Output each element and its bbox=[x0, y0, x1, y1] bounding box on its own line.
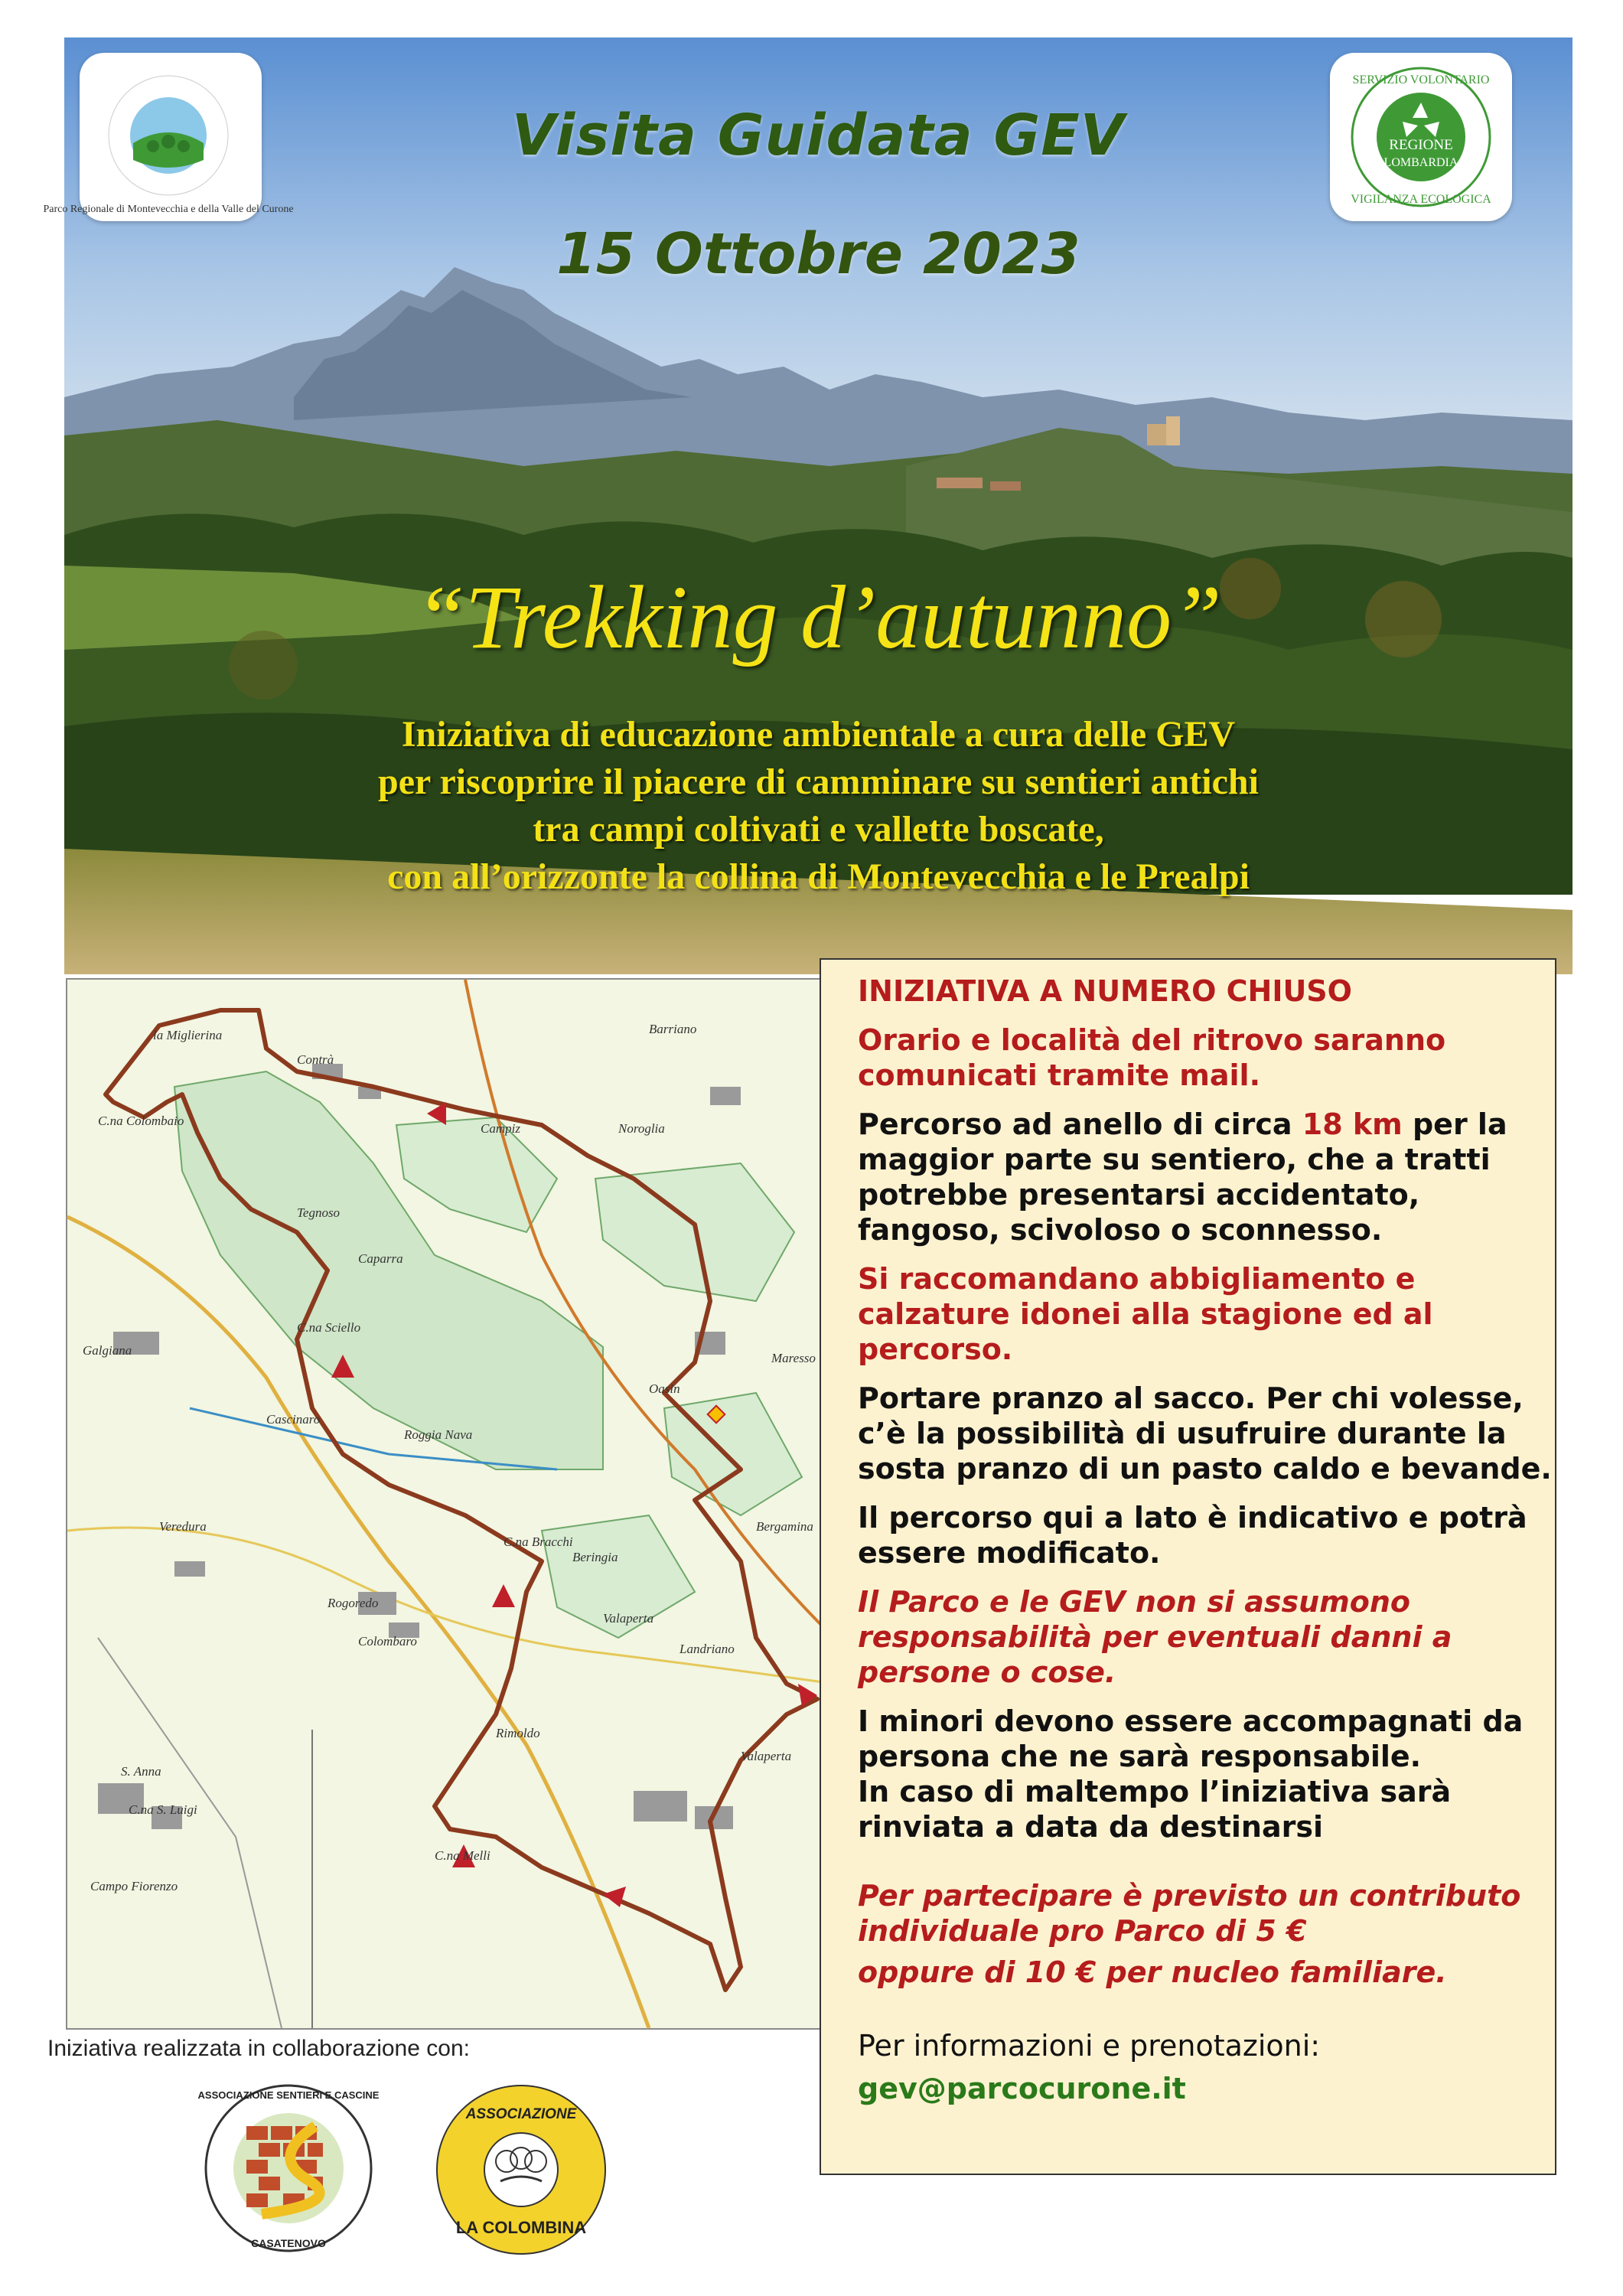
info-contact-label: Per informazioni e prenotazioni: bbox=[858, 2029, 1321, 2063]
info-panel bbox=[820, 958, 1556, 2175]
map-label: Veredura bbox=[159, 1519, 207, 1534]
event-date: 15 Ottobre 2023 bbox=[556, 221, 1080, 287]
assoc2-ring-bottom: LA COLOMBINA bbox=[455, 2218, 587, 2237]
map-label: Valaperta bbox=[741, 1749, 792, 1763]
map-label: Galgiana bbox=[83, 1343, 132, 1358]
collaboration-label: Iniziativa realizzata in collaborazione con: bbox=[47, 2036, 470, 2061]
info-route-km: 18 km bbox=[1302, 1107, 1403, 1141]
map-label: C.na S. Luigi bbox=[129, 1802, 197, 1817]
map-label: la Miglierina bbox=[153, 1028, 223, 1042]
map-label: Cascinaro bbox=[266, 1412, 321, 1427]
hero-banner bbox=[43, 38, 1572, 974]
map-label: Contrà bbox=[297, 1052, 334, 1067]
description-line: Iniziativa di educazione ambientale a cura delle GEV bbox=[401, 714, 1236, 755]
regione-center-top: REGIONE bbox=[1389, 137, 1453, 153]
info-lunch: Portare pranzo al sacco. Per chi volesse, c’è la possibilità di usufruire durante la sosta pranzo di un pasto caldo e bevande. bbox=[858, 1381, 1552, 1486]
map-label: Campo Fiorenzo bbox=[90, 1879, 178, 1893]
regione-ring-bottom: VIGILANZA ECOLOGICA bbox=[1351, 193, 1491, 206]
map-label: Tegnoso bbox=[297, 1205, 341, 1220]
map-label: C.na Colombaio bbox=[98, 1114, 184, 1128]
parco-logo-text: Parco Regionale di Montevecchia e della Valle del Curone bbox=[43, 204, 294, 215]
event-title: Visita Guidata GEV bbox=[511, 103, 1126, 168]
map-label: Campiz bbox=[481, 1121, 520, 1136]
info-fee-family: oppure di 10 € per nucleo familiare. bbox=[858, 1955, 1447, 1989]
info-indicative: Il percorso qui a lato è indicativo e potrà essere modificato. bbox=[858, 1501, 1527, 1570]
regione-center-bottom: LOMBARDIA bbox=[1383, 156, 1458, 169]
assoc1-ring-bottom: CASATENOVO bbox=[251, 2237, 326, 2249]
map-label: Noroglia bbox=[618, 1121, 665, 1136]
event-description bbox=[64, 711, 1572, 901]
info-clothing: Si raccomandano abbigliamento e calzature idonei alla stagione ed al percorso. bbox=[858, 1262, 1433, 1366]
map-label: S. Anna bbox=[121, 1764, 161, 1779]
map-label: Landriano bbox=[680, 1642, 735, 1656]
info-weather: In caso di maltempo l’iniziativa sarà rinviata a data da destinarsi bbox=[858, 1775, 1452, 1844]
map-label: Rogoredo bbox=[328, 1596, 379, 1610]
contact-email-link[interactable]: gev@parcocurone.it bbox=[858, 2072, 1186, 2105]
route-map-drawing bbox=[67, 980, 834, 2028]
regione-ring-top: SERVIZIO VOLONTARIO bbox=[1352, 73, 1490, 86]
info-route-post: per la maggior parte su sentiero, che a tratti potrebbe presentarsi accidentato, fangoso, scivoloso o sconnesso. bbox=[858, 1107, 1507, 1247]
map-label: C.na Sciello bbox=[297, 1320, 361, 1335]
info-route-pre: Percorso ad anello di circa bbox=[858, 1107, 1302, 1141]
map-label: Roggia Nava bbox=[404, 1427, 473, 1442]
map-label: Beringia bbox=[572, 1550, 618, 1564]
map-label: Oasin bbox=[649, 1381, 680, 1396]
la-colombina-logo bbox=[433, 2082, 609, 2258]
event-tagline: “Trekking d’autunno” bbox=[415, 567, 1222, 667]
route-map bbox=[66, 978, 836, 2030]
description-line: con all’orizzonte la collina di Montevecchia e le Prealpi bbox=[387, 856, 1250, 897]
map-label: Bergamina bbox=[756, 1519, 813, 1534]
info-meeting: Orario e località del ritrovo saranno comunicati tramite mail. bbox=[858, 1023, 1446, 1092]
info-liability: Il Parco e le GEV non si assumono responsabilità per eventuali danni a persone o cose. bbox=[858, 1585, 1452, 1689]
map-label: Caparra bbox=[358, 1251, 403, 1266]
map-label: Rimoldo bbox=[496, 1726, 540, 1740]
assoc1-ring-top: ASSOCIAZIONE SENTIERI E CASCINE bbox=[197, 2089, 380, 2101]
map-label: Colombaro bbox=[358, 1634, 417, 1649]
description-line: per riscoprire il piacere di camminare su sentieri antichi bbox=[378, 762, 1259, 802]
info-route bbox=[858, 1107, 1555, 1247]
info-minors: I minori devono essere accompagnati da persona che ne sarà responsabile. bbox=[858, 1704, 1524, 1773]
info-fee: Per partecipare è previsto un contributo individuale pro Parco di 5 € bbox=[858, 1879, 1521, 1948]
assoc2-ring-top: ASSOCIAZIONE bbox=[465, 2106, 577, 2122]
map-label: C.na Bracchi bbox=[504, 1534, 573, 1549]
map-label: Barriano bbox=[649, 1022, 697, 1036]
map-label: Valaperta bbox=[603, 1611, 654, 1626]
sentieri-cascine-logo bbox=[197, 2080, 380, 2256]
description-line: tra campi coltivati e vallette boscate, bbox=[533, 809, 1104, 850]
map-label: Maresso bbox=[771, 1351, 816, 1365]
info-heading: INIZIATIVA A NUMERO CHIUSO bbox=[858, 974, 1352, 1008]
map-label: C.na Melli bbox=[435, 1848, 490, 1863]
